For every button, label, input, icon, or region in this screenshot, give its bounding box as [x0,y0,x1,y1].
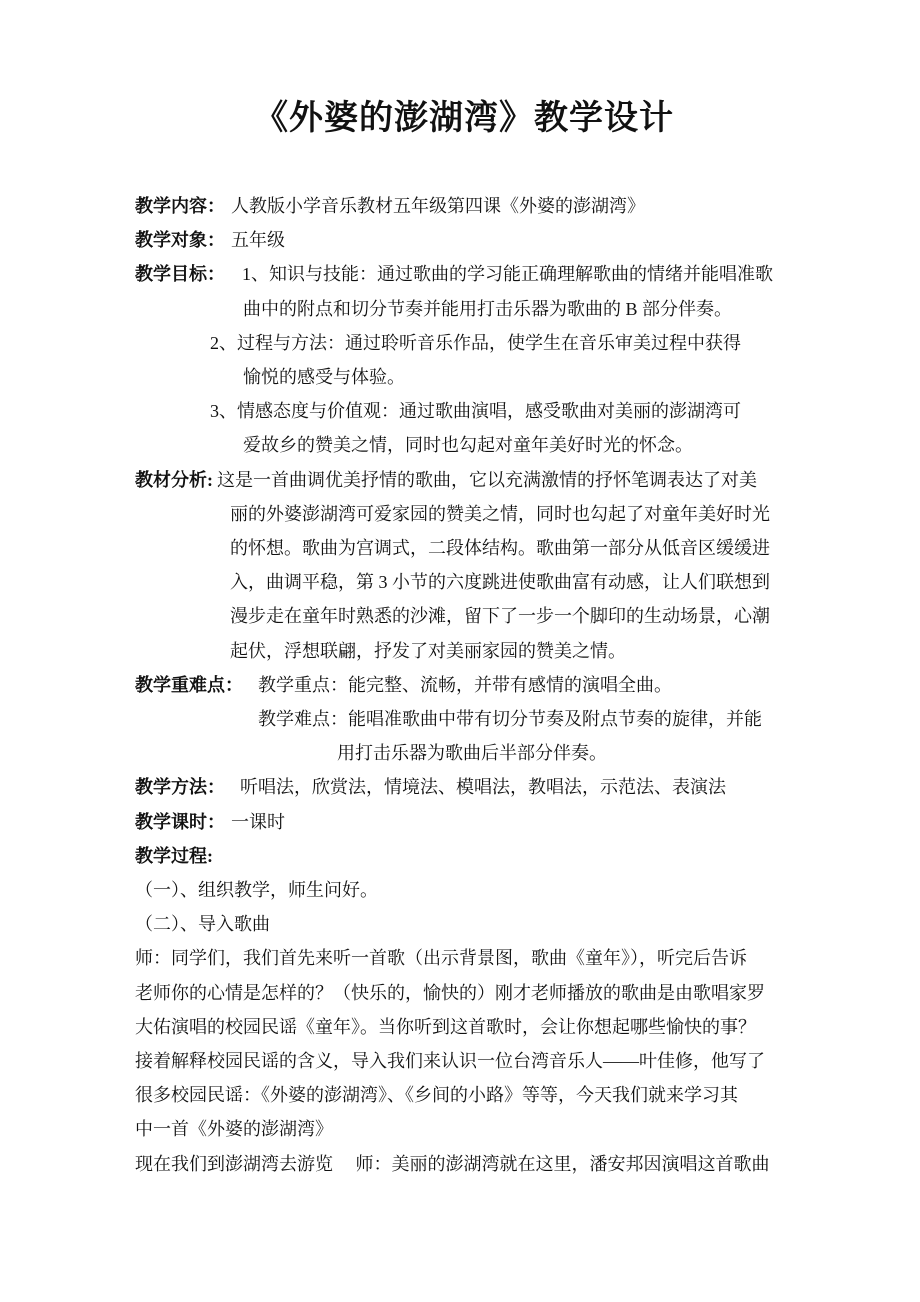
line-text: 一课时 [231,811,285,832]
line-text: 听唱法，欣赏法，情境法、模唱法，教唱法，示范法、表演法 [240,777,726,798]
doc-line-goals-2a [135,326,793,360]
section-label: 教学过程: [135,845,213,866]
doc-line-analysis-4 [135,565,793,599]
line-text: 师：同学们，我们首先来听一首歌（出示背景图，歌曲《童年》），听完后告诉 [135,948,747,969]
doc-line-teaching-content [135,189,793,223]
doc-line-teacher-3 [135,1010,793,1044]
section-label: 教学重难点： [135,674,243,695]
doc-line-goals-2b [135,360,793,394]
line-text: 很多校园民谣：《外婆的澎湖湾》、《乡间的小路》等等，今天我们就来学习其 [135,1085,738,1106]
line-text: 起伏，浮想联翩，抒发了对美丽家园的赞美之情。 [230,640,626,661]
line-text: 丽的外婆澎湖湾可爱家园的赞美之情，同时也勾起了对童年美好时光 [230,503,770,524]
line-text: 爱故乡的赞美之情，同时也勾起对童年美好时光的怀念。 [243,435,693,456]
doc-line-teacher-7 [135,1147,793,1181]
line-text: 老师你的心情是怎样的？（快乐的，愉快的）刚才老师播放的歌曲是由歌唱家罗 [135,982,765,1003]
doc-line-step-1 [135,873,793,907]
document-title: 《外婆的澎湖湾》教学设计 [254,100,674,137]
doc-line-goals-1b [135,292,793,326]
line-text: 用打击乐器为歌曲后半部分伴奏。 [337,743,607,764]
line-text: 入，曲调平稳，第 3 小节的六度跳进使歌曲富有动感，让人们联想到 [230,572,770,593]
section-label: 教材分析: [135,469,213,490]
line-text: 曲中的附点和切分节奏并能用打击乐器为歌曲的 B 部分伴奏。 [243,298,733,319]
doc-line-teacher-5 [135,1078,793,1112]
doc-line-goals-3a [135,394,793,428]
line-text: 1、知识与技能：通过歌曲的学习能正确理解歌曲的情绪并能唱准歌 [242,264,773,285]
line-text: 愉悦的感受与体验。 [243,367,405,388]
doc-line-goals-1a [135,257,793,291]
doc-line-analysis-6 [135,634,793,668]
line-text: 3、情感态度与价值观：通过歌曲演唱，感受歌曲对美丽的澎湖湾可 [210,401,741,422]
doc-line-keypoints-2 [135,702,793,736]
doc-line-teaching-target [135,223,793,257]
doc-line-step-2 [135,907,793,941]
line-text: 现在我们到澎湖湾去游览 师：美丽的澎湖湾就在这里，潘安邦因演唱这首歌曲 [135,1153,770,1174]
doc-line-analysis-1 [135,463,793,497]
doc-line-teacher-1 [135,941,793,975]
document-content [135,96,793,1181]
line-text: 中一首《外婆的澎湖湾》 [135,1119,333,1140]
line-text: 2、过程与方法：通过聆听音乐作品，使学生在音乐审美过程中获得 [210,332,741,353]
doc-line-teacher-2 [135,976,793,1010]
section-label: 教学目标： [135,264,225,285]
doc-line-process [135,839,793,873]
doc-line-goals-3b [135,428,793,462]
line-text: 教学难点：能唱准歌曲中带有切分节奏及附点节奏的旋律，并能 [258,709,762,730]
line-text: （一）、组织教学，师生问好。 [135,880,378,901]
section-label: 教学对象： [135,230,225,251]
doc-line-keypoints-1 [135,668,793,702]
doc-line-keypoints-3 [135,736,793,770]
line-text: 人教版小学音乐教材五年级第四课《外婆的澎湖湾》 [231,196,645,216]
doc-line-analysis-3 [135,531,793,565]
section-label: 教学内容： [135,196,225,216]
line-text: 这是一首曲调优美抒情的歌曲，它以充满激情的抒怀笔调表达了对美 [217,469,757,490]
line-text: 五年级 [231,230,285,251]
doc-line-teacher-4 [135,1044,793,1078]
doc-line-analysis-2 [135,497,793,531]
line-text: 的怀想。歌曲为宫调式，二段体结构。歌曲第一部分从低音区缓缓进 [230,538,770,559]
doc-line-periods [135,805,793,839]
doc-line-teacher-6 [135,1112,793,1146]
section-label: 教学课时： [135,811,225,832]
doc-line-analysis-5 [135,599,793,633]
line-text: 大佑演唱的校园民谣《童年》。当你听到这首歌时，会让你想起哪些愉快的事？ [135,1016,756,1037]
section-label: 教学方法： [135,777,225,798]
doc-line-methods [135,770,793,804]
line-text: （二）、导入歌曲 [135,914,270,935]
line-text: 漫步走在童年时熟悉的沙滩，留下了一步一个脚印的生动场景，心潮 [230,606,770,627]
line-text: 教学重点：能完整、流畅，并带有感情的演唱全曲。 [258,674,672,695]
line-text: 接着解释校园民谣的含义，导入我们来认识一位台湾音乐人——叶佳修，他写了 [135,1051,765,1072]
